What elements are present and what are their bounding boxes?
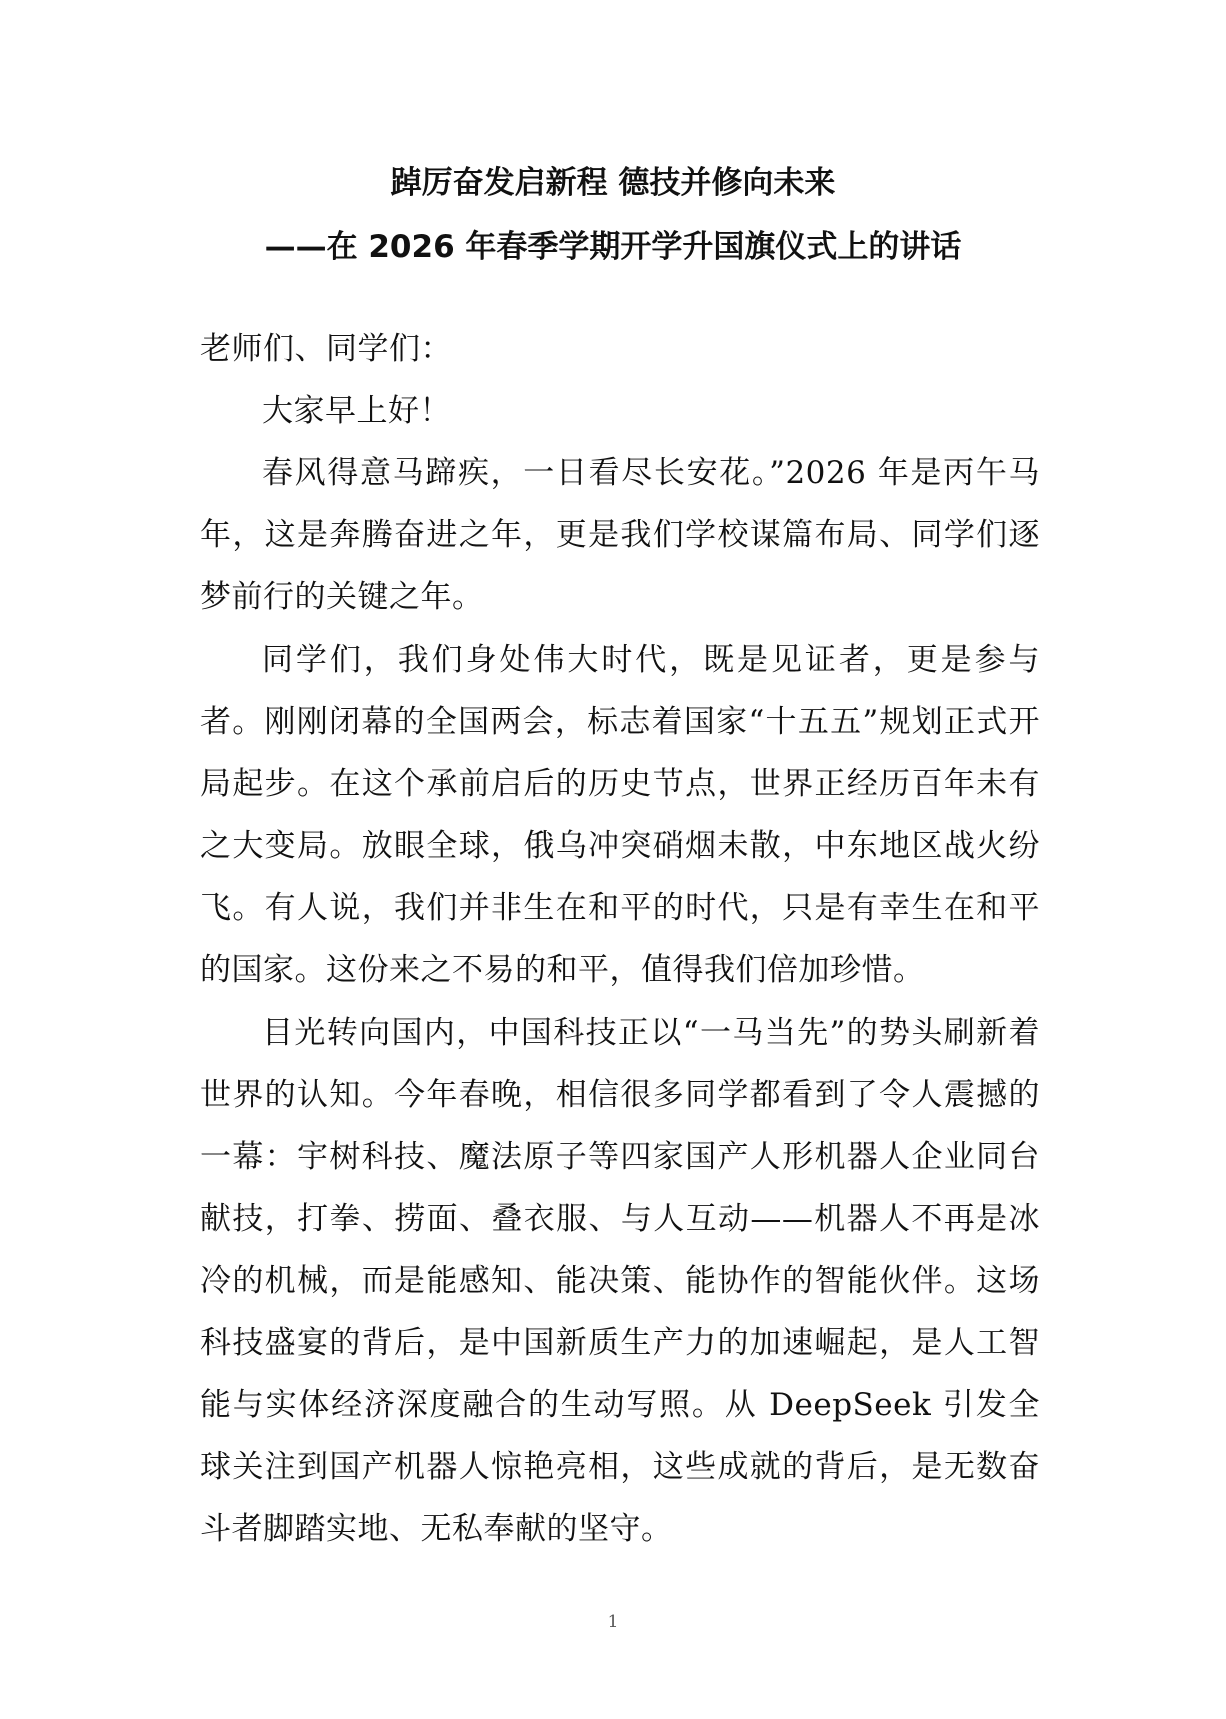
paragraph-text: 目光转向国内，中国科技正以“一马当先”的势头刷新着世界的认知。今年春晚，相信很多同学都看到了令人震撼的一幕：宇树科技、魔法原子等四家国产人形机器人企业同台献技，打拳、捞面、叠衣服、与人互动——机器人不再是冰冷的机械，而是能感知、能决策、能协作的智能伙伴。这场科技盛宴的背后，是中国新质生产力的加速崛起，是人工智能与实体经济深度融合的生动写照。从 DeepSeek 引发全球关注到国产机器人惊艳亮相，这些成就的背后，是无数奋斗者脚踏实地、无私奉献的坚守。 xyxy=(200,1015,1040,1547)
page-number: 1 xyxy=(607,1612,619,1632)
paragraph-text: 春风得意马蹄疾，一日看尽长安花。”2026 年是丙午马年，这是奔腾奋进之年，更是我们学校谋篇布局、同学们逐梦前行的关键之年。 xyxy=(200,455,1040,615)
greeting-text: 大家早上好！ xyxy=(262,393,451,429)
body-paragraph-2 xyxy=(200,629,1040,1001)
body-paragraph-1 xyxy=(200,442,1040,628)
document-title: 踔厉奋发启新程 德技并修向未来 xyxy=(390,165,836,201)
body-paragraph-3 xyxy=(200,1002,1040,1560)
salutation: 老师们、同学们： xyxy=(200,331,452,367)
paragraph-text: 同学们，我们身处伟大时代，既是见证者，更是参与者。刚刚闭幕的全国两会，标志着国家“十五五”规划正式开局起步。在这个承前启后的历史节点，世界正经历百年未有之大变局。放眼全球，俄乌冲突硝烟未散，中东地区战火纷飞。有人说，我们并非生在和平的时代，只是有幸生在和平的国家。这份来之不易的和平，值得我们倍加珍惜。 xyxy=(200,642,1040,988)
document-subtitle: ——在 2026 年春季学期开学升国旗仪式上的讲话 xyxy=(264,229,962,265)
greeting-paragraph xyxy=(200,380,1040,442)
